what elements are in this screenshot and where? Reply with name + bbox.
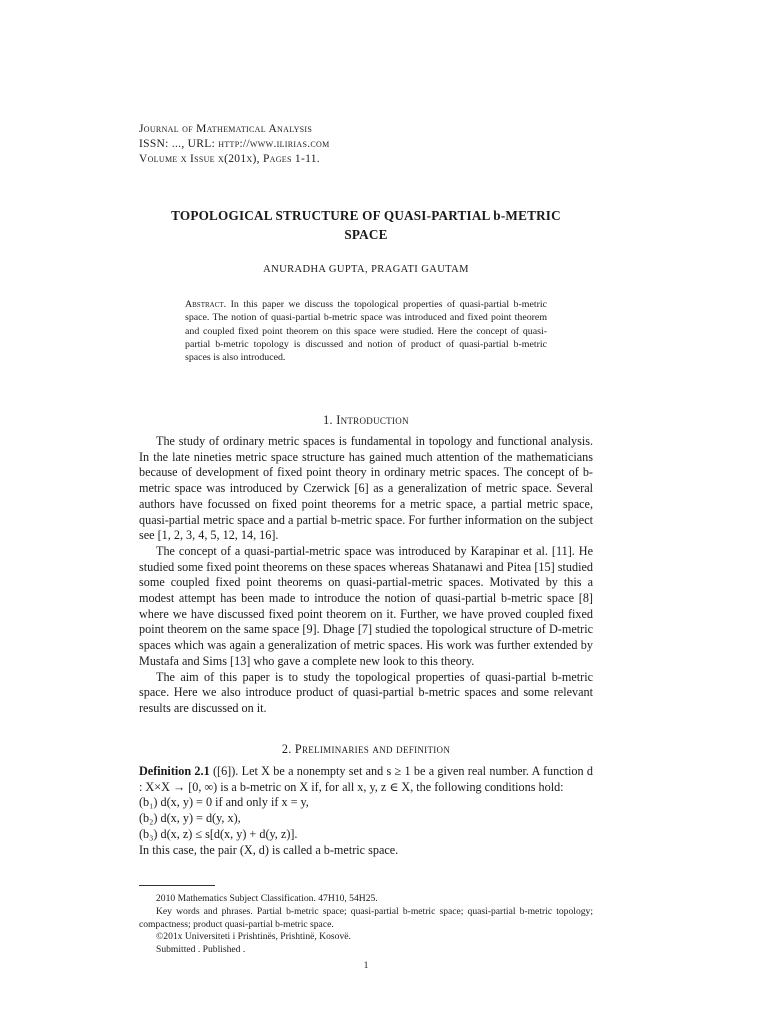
footnote-copyright: ©201x Universiteti i Prishtinës, Prishtinë, Kosovë. — [156, 931, 351, 943]
definition-text: Let X be a nonempty set and s ≥ 1 be a given real number. A function d : X×X → [0, ∞) is a b-metric on X if, for all x, y, z ∈ X, the following conditions hold: — [139, 764, 593, 794]
condition-b1: (b₁) d(x, y) = 0 if and only if x = y, — [139, 795, 309, 810]
condition-b3: (b₃) d(x, z) ≤ s[d(x, y) + d(y, z)]. — [139, 826, 298, 841]
introduction-body — [139, 434, 593, 717]
abstract — [185, 298, 547, 364]
definition-closing: In this case, the pair (X, d) is called a b-metric space. — [139, 842, 399, 857]
definition-2-1 — [139, 764, 593, 858]
title-line-1: TOPOLOGICAL STRUCTURE OF QUASI-PARTIAL b-METRIC — [171, 208, 561, 223]
footnote-msc: 2010 Mathematics Subject Classification. 47H10, 54H25. — [156, 893, 378, 904]
section-2-heading: 2. Preliminaries and definition — [281, 742, 451, 756]
abstract-text: In this paper we discuss the topological properties of quasi-partial b-metric space. The notion of quasi-partial b-metric space was introduced and fixed point theorem and coupled fixed point theorem on this space were studied. Here the concept of quasi-partial b-metric topology is discussed and notion of product of quasi-partial b-metric spaces is also introduced. — [185, 299, 547, 364]
intro-paragraph: The concept of a quasi-partial-metric space was introduced by Karapinar et al. [11]. He studied some fixed point theorems on these spaces whereas Shatanawi and Pitea [15] studied some coupled fixed point theorems on quasi-partial-metric spaces. Motivated by this a modest attempt has been made to introduce the notion of quasi-partial b-metric space [8] where we have discussed fixed point theorem on it. Further, we have proved coupled fixed point theorem on the same space [9]. Dhage [7] studied the topological structure of D-metric spaces which was again a generalization of metric spaces. His work was further extended by Mustafa and Sims [13] who gave a complete new look to this theory. — [139, 543, 593, 668]
footnote-submitted: Submitted . Published . — [156, 944, 246, 956]
footnotes — [139, 893, 593, 957]
intro-paragraph: The study of ordinary metric spaces is fundamental in topology and functional analysis. In the late nineties metric space structure has gained much attention of the mathematicians because of development of fixed point theory in ordinary metric spaces. The concept of b-metric space was introduced by Czerwick [6] as a generalization of metric space. Several authors have focussed on fixed point theorems for a metric space, a partial metric space, quasi-partial metric space and a partial b-metric space. For further information on the subject see [1, 2, 3, 4, 5, 12, 14, 16]. — [139, 434, 593, 543]
page-number: 1 — [363, 960, 369, 971]
journal-issn: ISSN: ..., URL: http://www.ilirias.com — [139, 138, 330, 150]
authors: ANURADHA GUPTA, PRAGATI GAUTAM — [263, 264, 469, 275]
definition-label: Definition 2.1 — [139, 764, 210, 778]
journal-name: Journal of Mathematical Analysis — [139, 123, 313, 135]
definition-ref: ([6]). — [212, 764, 239, 778]
intro-paragraph: The aim of this paper is to study the topological properties of quasi-partial b-metric space. Here we also introduce product of quasi-partial b-metric spaces and some relevant results are discussed on it. — [139, 669, 593, 715]
footnote-keywords: Key words and phrases. Partial b-metric space; quasi-partial b-metric space; quasi-partial b-metric topology; compactness; product quasi-partial b-metric space. — [139, 905, 593, 930]
abstract-label: Abstract. — [185, 299, 227, 310]
condition-b2: (b₂) d(x, y) = d(y, x), — [139, 811, 241, 826]
paper-title — [139, 206, 593, 244]
section-1-heading: 1. Introduction — [323, 413, 409, 427]
title-line-2: SPACE — [344, 227, 388, 242]
footnote-rule — [139, 885, 215, 886]
journal-header — [139, 122, 593, 167]
definition-statement — [139, 764, 593, 795]
journal-volume: Volume x Issue x(201x), Pages 1-11. — [139, 153, 320, 165]
